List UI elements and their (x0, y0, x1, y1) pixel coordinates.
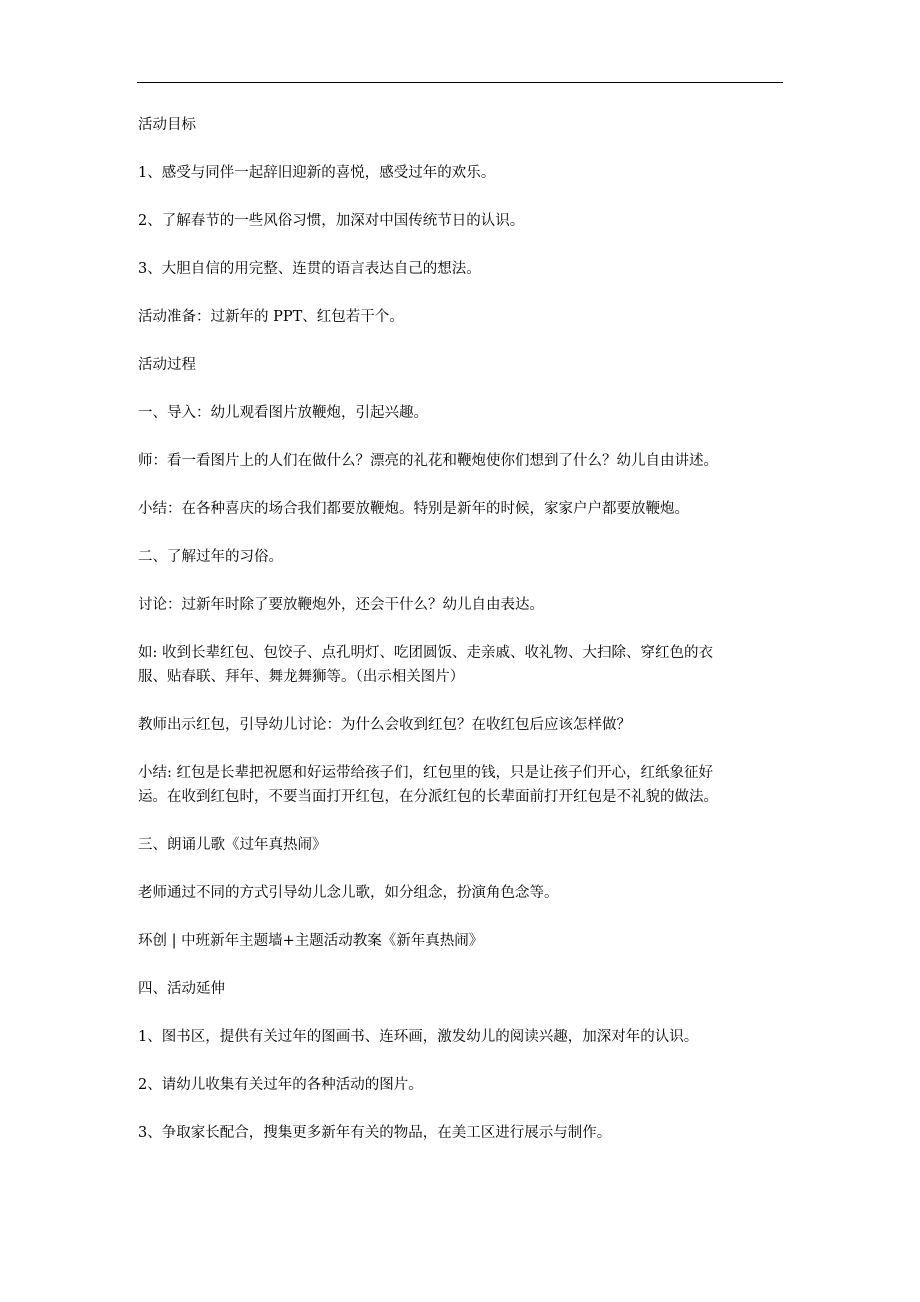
section-1-intro (138, 401, 788, 425)
paragraph-line: 1、感受与同伴一起辞旧迎新的喜悦，感受过年的欢乐。 (138, 165, 496, 181)
discussion (138, 593, 788, 617)
paragraph-line: 讨论：过新年时除了要放鞭炮外，还会干什么？幼儿自由表达。 (138, 597, 544, 613)
section-3-recitation (138, 833, 788, 857)
goal-item-2 (138, 209, 788, 233)
paragraph-line: 活动准备：过新年的 PPT、红包若干个。 (138, 309, 404, 325)
heading-activity-goals (138, 113, 788, 137)
section-2-customs (138, 545, 788, 569)
summary-2 (138, 761, 788, 809)
paragraph-line: 3、争取家长配合，搜集更多新年有关的物品，在美工区进行展示与制作。 (138, 1125, 612, 1141)
paragraph-line: 环创 | 中班新年主题墙+主题活动教案《新年真热闹》 (138, 933, 484, 949)
recitation-method (138, 881, 788, 905)
paragraph-line: 运。在收到红包时，不要当面打开红包，在分派红包的长辈面前打开红包是不礼貌的做法。 (138, 789, 718, 805)
customs-examples (138, 641, 788, 689)
teacher-question (138, 449, 788, 473)
paragraph-line: 小结: 红包是长辈把祝愿和好运带给孩子们，红包里的钱，只是让孩子们开心，红纸象征好 (138, 765, 713, 781)
paragraph-line: 3、大胆自信的用完整、连贯的语言表达自己的想法。 (138, 261, 481, 277)
paragraph-line: 2、了解春节的一些风俗习惯，加深对中国传统节日的认识。 (138, 213, 525, 229)
extension-item-1 (138, 1025, 788, 1049)
paragraph-line: 如: 收到长辈红包、包饺子、点孔明灯、吃团圆饭、走亲戚、收礼物、大扫除、穿红色的衣 (138, 645, 713, 661)
paragraph-line: 一、导入：幼儿观看图片放鞭炮，引起兴趣。 (138, 405, 428, 421)
paragraph-line: 三、朗诵儿歌《过年真热闹》 (138, 837, 327, 853)
teacher-red-envelope (138, 713, 788, 737)
extension-item-3 (138, 1121, 788, 1145)
section-4-extension (138, 977, 788, 1001)
goal-item-3 (138, 257, 788, 281)
paragraph-line: 二、了解过年的习俗。 (138, 549, 283, 565)
paragraph-line: 活动目标 (138, 117, 196, 133)
activity-preparation (138, 305, 788, 329)
paragraph-line: 1、图书区，提供有关过年的图画书、连环画，激发幼儿的阅读兴趣，加深对年的认识。 (138, 1029, 699, 1045)
paragraph-line: 师：看一看图片上的人们在做什么？漂亮的礼花和鞭炮使你们想到了什么？幼儿自由讲述。 (138, 453, 718, 469)
paragraph-line: 教师出示红包，引导幼儿讨论：为什么会收到红包？在收红包后应该怎样做？ (138, 717, 631, 733)
goal-item-1 (138, 161, 788, 185)
paragraph-line: 小结：在各种喜庆的场合我们都要放鞭炮。特别是新年的时候，家家户户都要放鞭炮。 (138, 501, 689, 517)
heading-activity-process (138, 353, 788, 377)
paragraph-line: 四、活动延伸 (138, 981, 225, 997)
document-body (138, 113, 788, 1169)
extension-item-2 (138, 1073, 788, 1097)
paragraph-line: 老师通过不同的方式引导幼儿念儿歌，如分组念，扮演角色念等。 (138, 885, 559, 901)
related-reference (138, 929, 788, 953)
paragraph-line: 2、请幼儿收集有关过年的各种活动的图片。 (138, 1077, 423, 1093)
paragraph-line: 服、贴春联、拜年、舞龙舞狮等。（出示相关图片） (138, 669, 465, 685)
paragraph-line: 活动过程 (138, 357, 196, 373)
header-rule (137, 82, 783, 83)
summary-1 (138, 497, 788, 521)
